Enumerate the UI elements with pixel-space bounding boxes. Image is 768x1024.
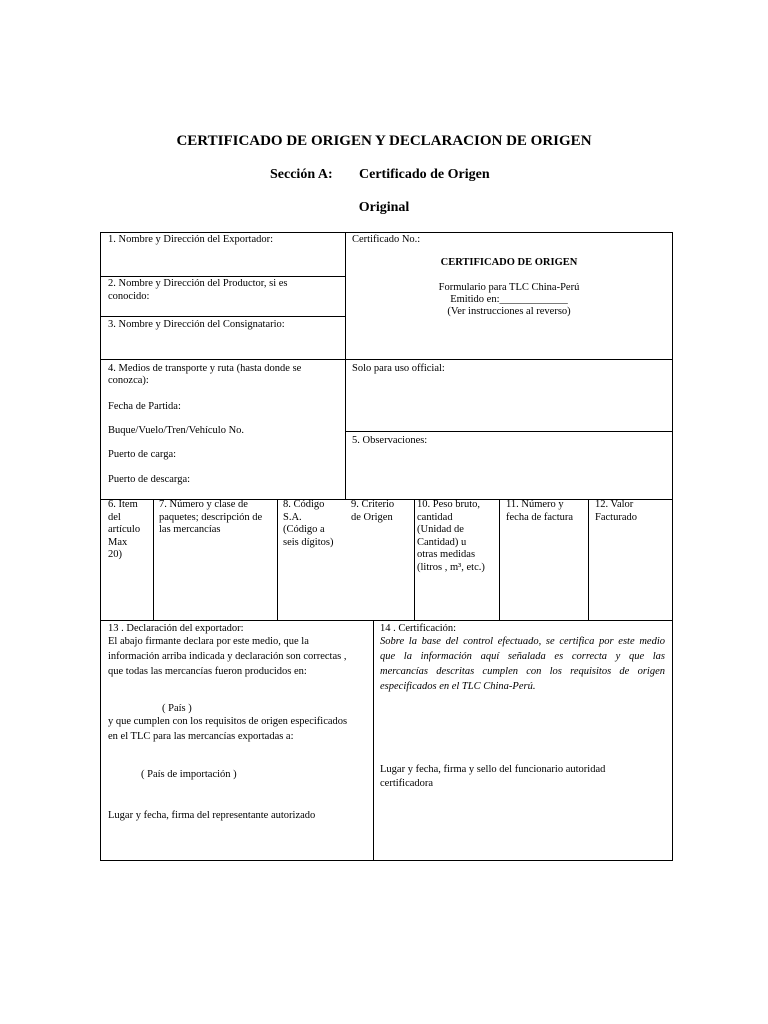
col-item-line: Max [108, 536, 128, 548]
divider [588, 499, 589, 620]
col-packages-line: paquetes; descripción de [159, 511, 263, 523]
cert-form-name: Formulario para TLC China-Perú [438, 282, 580, 293]
declaration-text: que todas las mercancías fueron producidos en: [108, 666, 307, 677]
divider [499, 499, 500, 620]
certificate-number-label: Certificado No.: [352, 234, 421, 245]
declaration-text: y que cumplen con los requisitos de origen especificados [108, 716, 348, 727]
declaration-heading: 13 . Declaración del exportador: [108, 623, 244, 634]
col-invoice-line: 11. Número y [506, 499, 564, 510]
col-value [595, 499, 637, 524]
declaration-text: información arriba indicada y declaración son correctas , [108, 651, 347, 662]
divider [345, 431, 673, 432]
divider [414, 499, 415, 620]
col-weight-line: cantidad [417, 511, 453, 523]
col-hs-code-line: 8. Código [283, 499, 325, 510]
col-hs-code-line: (Código a [283, 524, 325, 535]
certification-text: especificados en el TLC China-Perú. [380, 681, 536, 692]
col-origin-criterion-line: 9. Criterio [351, 499, 395, 510]
col-packages [159, 499, 262, 537]
divider [101, 620, 673, 621]
transport-label-line2: conozca): [108, 375, 149, 386]
certifier-signature-label: certificadora [380, 778, 434, 789]
col-origin-criterion-line: de Origen [351, 511, 393, 523]
document-title: CERTIFICADO DE ORIGEN Y DECLARACION DE ORIGEN [176, 133, 592, 149]
observations-label: 5. Observaciones: [352, 435, 428, 446]
exporter-label: 1. Nombre y Dirección del Exportador: [108, 234, 274, 245]
producer-label-line2: conocido: [108, 291, 150, 302]
loading-port-label: Puerto de carga: [108, 449, 177, 460]
certification-text: mercancías descritas cumplen con los requisitos de origen [380, 666, 665, 677]
exporter-signature-label: Lugar y fecha, firma del representante autorizado [108, 810, 316, 821]
col-weight [417, 499, 485, 574]
divider [153, 499, 154, 620]
divider [277, 499, 278, 620]
vessel-label: Buque/Vuelo/Tren/Vehículo No. [108, 425, 245, 436]
col-item-line: del [108, 511, 121, 523]
consignee-label: 3. Nombre y Dirección del Consignatario: [108, 319, 285, 330]
col-invoice-line: fecha de factura [506, 511, 574, 523]
certificate-form [100, 232, 673, 861]
col-weight-line: 10. Peso bruto, [417, 499, 480, 510]
divider [373, 620, 374, 861]
country-placeholder: ( País ) [162, 703, 192, 714]
cert-title: CERTIFICADO DE ORIGEN [440, 257, 578, 268]
col-item-line: 6. Item [108, 499, 138, 510]
col-value-line: Facturado [595, 511, 637, 523]
divider [345, 233, 346, 499]
col-hs-code [283, 499, 333, 549]
col-weight-line: (Unidad de [417, 524, 464, 535]
import-country-placeholder: ( País de importación ) [141, 769, 237, 780]
copy-label: Original [358, 200, 410, 215]
transport-label-line1: 4. Medios de transporte y ruta (hasta donde se [108, 363, 302, 374]
certifier-signature-label: Lugar y fecha, firma y sello del funcionario autoridad [380, 764, 606, 775]
col-item [108, 499, 140, 562]
col-weight-line: Cantidad) u [417, 536, 467, 548]
col-packages-line: 7. Número y clase de [159, 499, 248, 510]
official-use-label: Solo para uso official: [352, 363, 445, 374]
producer-label-line1: 2. Nombre y Dirección del Productor, si es [108, 278, 288, 289]
unloading-port-label: Puerto de descarga: [108, 474, 191, 485]
col-item-line: artículo [108, 524, 141, 535]
cert-instructions: (Ver instrucciones al reverso) [447, 306, 571, 317]
cert-issued-in: Emitido en:_____________ [450, 294, 568, 305]
certification-heading: 14 . Certificación: [380, 623, 457, 634]
section-label: Sección A: [270, 167, 333, 182]
col-origin-criterion [351, 499, 394, 524]
col-hs-code-line: seis dígitos) [283, 536, 334, 548]
col-weight-line: (litros , m³, etc.) [417, 561, 485, 573]
col-value-line: 12. Valor [595, 499, 634, 510]
col-packages-line: las mercancías [159, 524, 221, 535]
col-weight-line: otras medidas [417, 549, 476, 560]
divider [101, 276, 345, 277]
declaration-text: El abajo firmante declara por este medio, que la [108, 636, 309, 647]
certification-text: que la información aquí señalada es correcta y que las [380, 651, 665, 662]
divider [101, 359, 673, 360]
declaration-text: en el TLC para las mercancías exportadas a: [108, 731, 294, 742]
divider [101, 316, 345, 317]
col-item-line: 20) [108, 549, 122, 560]
departure-date-label: Fecha de Partida: [108, 401, 181, 412]
col-invoice [506, 499, 573, 524]
col-hs-code-line: S.A. [283, 511, 302, 523]
section-name: Certificado de Origen [359, 167, 490, 182]
certification-text: Sobre la base del control efectuado, se certifica por este medio [380, 636, 665, 647]
